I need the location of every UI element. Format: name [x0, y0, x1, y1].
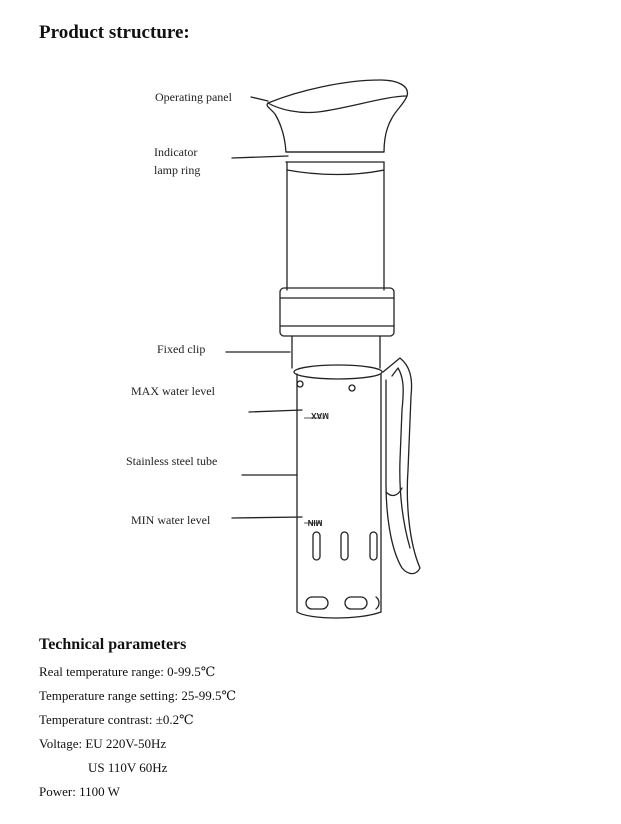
- voltage-eu: Voltage: EU 220V-50Hz: [39, 736, 167, 751]
- label-operating-panel: Operating panel: [155, 90, 232, 104]
- clip-collar-shape: [280, 288, 394, 336]
- label-max-water-level: MAX water level: [131, 384, 215, 398]
- temperature-range-setting: Temperature range setting: 25-99.5℃: [39, 688, 237, 703]
- voltage-us: US 110V 60Hz: [88, 760, 168, 775]
- main-body-shape: [287, 162, 384, 290]
- label-indicator-line2: lamp ring: [154, 163, 201, 177]
- label-stainless-steel-tube: Stainless steel tube: [126, 454, 218, 468]
- operating-panel-shape: [267, 80, 407, 152]
- max-mark: MAX: [311, 411, 329, 420]
- label-fixed-clip: Fixed clip: [157, 342, 206, 356]
- temperature-contrast: Temperature contrast: ±0.2℃: [39, 712, 194, 727]
- technical-heading: Technical parameters: [39, 636, 187, 653]
- min-mark: MIN: [307, 518, 323, 527]
- label-min-water-level: MIN water level: [131, 513, 211, 527]
- label-indicator-lamp-ring: [154, 143, 200, 179]
- label-indicator-line1: Indicator: [154, 145, 198, 159]
- power: Power: 1100 W: [39, 784, 120, 799]
- technical-parameters: [39, 634, 599, 806]
- fixed-clip-shape: [383, 358, 420, 574]
- steel-tube-shape: [297, 374, 381, 618]
- real-temperature-range: Real temperature range: 0-99.5℃: [39, 664, 216, 679]
- section-title: Product structure:: [39, 22, 190, 43]
